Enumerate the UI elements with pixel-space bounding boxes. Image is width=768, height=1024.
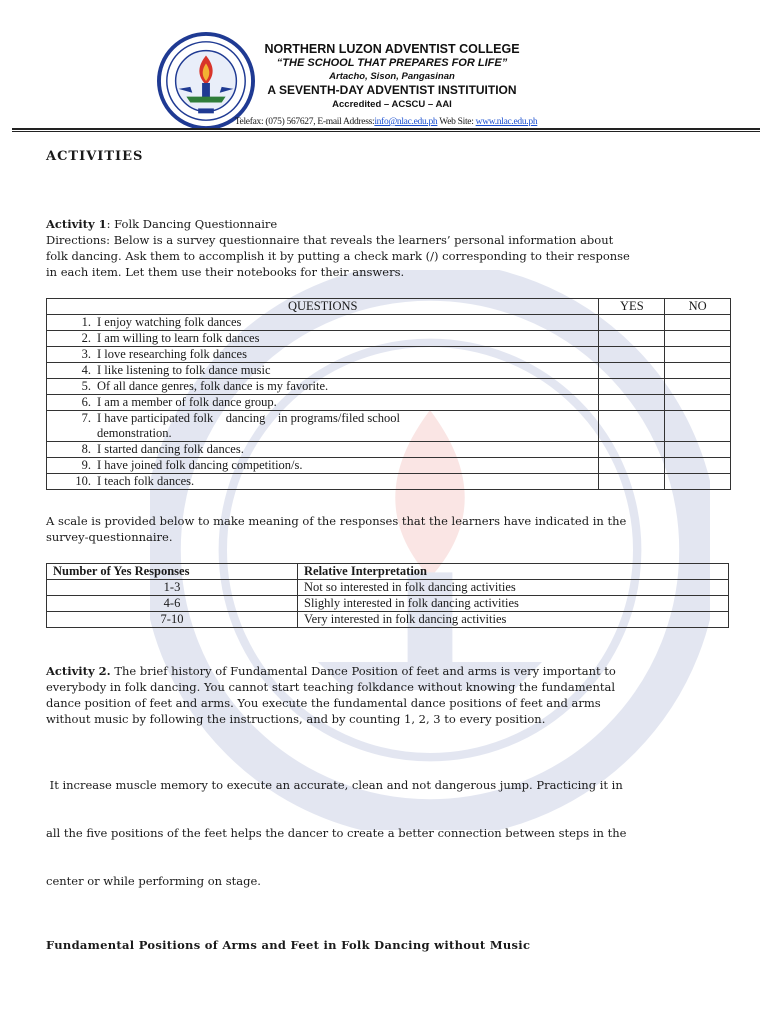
yes-cell[interactable] [599, 458, 665, 474]
no-cell[interactable] [665, 363, 731, 379]
interpretation: Very interested in folk dancing activities [298, 612, 729, 628]
activity2-first-line: The brief history of Fundamental Dance Position of feet and arms is very important to [110, 664, 616, 678]
question-number: 1. [81, 315, 91, 329]
question-text: I am willing to learn folk dances [97, 331, 260, 345]
college-motto: “THE SCHOOL THAT PREPARES FOR LIFE” [276, 57, 508, 69]
question-number: 2. [81, 331, 91, 345]
directions-line: Directions: Below is a survey questionnaire that reveals the learners’ personal information about [46, 233, 614, 247]
question-text: I am a member of folk dance group. [97, 395, 277, 409]
activity2-paragraph-2 [46, 745, 746, 905]
activity2-line: everybody in folk dancing. You cannot start teaching folkdance without knowing the fundamental [46, 680, 616, 694]
question-text: I love researching folk dances [97, 347, 247, 361]
table-row [47, 458, 731, 474]
question-text: I started dancing folk dances. [97, 442, 244, 456]
no-cell[interactable] [665, 474, 731, 490]
no-cell[interactable] [665, 411, 731, 442]
section-title: ACTIVITIES [46, 149, 144, 164]
header-yes: YES [599, 299, 665, 315]
interpretation: Slighly interested in folk dancing activities [298, 596, 729, 612]
question-text: I teach folk dances. [97, 474, 195, 488]
table-header-row [47, 299, 731, 315]
yes-cell[interactable] [599, 474, 665, 490]
institution-type: A SEVENTH-DAY ADVENTIST INSTITUITION [267, 83, 517, 97]
table-row [47, 379, 731, 395]
header-rule-thin [12, 131, 760, 132]
question-number: 6. [81, 395, 91, 409]
scale-intro-line: survey-questionnaire. [46, 530, 173, 544]
question-number: 8. [81, 442, 91, 456]
table-row [47, 596, 729, 612]
activity2-line: dance position of feet and arms. You execute the fundamental dance positions of feet and arms [46, 696, 601, 710]
question-number: 7. [81, 411, 91, 425]
yes-range: 1-3 [47, 580, 298, 596]
yes-cell[interactable] [599, 363, 665, 379]
no-cell[interactable] [665, 331, 731, 347]
activity1-directions [46, 232, 746, 280]
directions-line: folk dancing. Ask them to accomplish it by putting a check mark (/) corresponding to their response [46, 249, 630, 263]
fundamental-positions-heading: Fundamental Positions of Arms and Feet in Folk Dancing without Music [46, 938, 531, 952]
no-cell[interactable] [665, 379, 731, 395]
question-number: 5. [81, 379, 91, 393]
table-row [47, 331, 731, 347]
activity1-title: : Folk Dancing Questionnaire [106, 217, 278, 231]
activity2-line: without music by following the instructions, and by counting 1, 2, 3 to every position. [46, 712, 546, 726]
interpretation: Not so interested in folk dancing activities [298, 580, 729, 596]
table-row [47, 442, 731, 458]
question-text: I enjoy watching folk dances [97, 315, 242, 329]
question-text: I like listening to folk dance music [97, 363, 271, 377]
table-row [47, 411, 731, 442]
question-text: Of all dance genres, folk dance is my favorite. [97, 379, 329, 393]
yes-cell[interactable] [599, 395, 665, 411]
table-row [47, 395, 731, 411]
header-no: NO [665, 299, 731, 315]
no-cell[interactable] [665, 347, 731, 363]
accreditation: Accredited – ACSCU – AAI [332, 99, 452, 110]
activity2-label: Activity 2. [46, 664, 111, 678]
yes-cell[interactable] [599, 315, 665, 331]
college-name: NORTHERN LUZON ADVENTIST COLLEGE [264, 42, 520, 56]
activity1-label: Activity 1 [46, 217, 107, 231]
yes-cell[interactable] [599, 411, 665, 442]
table-row [47, 315, 731, 331]
question-number: 10. [75, 474, 91, 488]
website-link[interactable]: www.nlac.edu.ph [475, 117, 538, 127]
table-row [47, 612, 729, 628]
header-questions: QUESTIONS [47, 299, 599, 315]
no-cell[interactable] [665, 442, 731, 458]
header-interpretation: Relative Interpretation [298, 564, 729, 580]
no-cell[interactable] [665, 315, 731, 331]
no-cell[interactable] [665, 395, 731, 411]
yes-cell[interactable] [599, 347, 665, 363]
table-header-row [47, 564, 729, 580]
questionnaire-table [46, 298, 731, 490]
yes-cell[interactable] [599, 442, 665, 458]
table-row [47, 580, 729, 596]
scale-table [46, 563, 729, 628]
activity2-line: all the five positions of the feet helps the dancer to create a better connection between steps in the [46, 826, 627, 840]
question-number: 4. [81, 363, 91, 377]
activity1-heading [46, 216, 736, 232]
scale-intro-line: A scale is provided below to make meaning of the responses that the learners have indicated in the [46, 514, 627, 528]
header-yes-count: Number of Yes Responses [47, 564, 298, 580]
directions-line: in each item. Let them use their notebooks for their answers. [46, 265, 405, 279]
question-text-continued: demonstration. [97, 426, 172, 440]
yes-cell[interactable] [599, 331, 665, 347]
yes-range: 7-10 [47, 612, 298, 628]
yes-range: 4-6 [47, 596, 298, 612]
college-address: Artacho, Sison, Pangasinan [329, 71, 455, 82]
table-row [47, 474, 731, 490]
college-seal-logo [157, 32, 255, 130]
web-prefix: Web Site: [437, 117, 476, 127]
question-number: 9. [81, 458, 91, 472]
scale-intro [46, 513, 746, 545]
contact-line [12, 117, 760, 127]
question-text: I have joined folk dancing competition/s. [97, 458, 303, 472]
activity2-line: center or while performing on stage. [46, 874, 261, 888]
question-text: I have participated folk dancing in programs/filed school [97, 411, 401, 425]
yes-cell[interactable] [599, 379, 665, 395]
email-link[interactable]: info@nlac.edu.ph [374, 117, 438, 127]
header-rule [12, 128, 760, 130]
activity2-paragraph [46, 663, 746, 727]
table-row [47, 347, 731, 363]
table-row [47, 363, 731, 379]
question-number: 3. [81, 347, 91, 361]
letterhead [262, 42, 522, 111]
no-cell[interactable] [665, 458, 731, 474]
contact-prefix: Telefax: (075) 567627, E-mail Address: [234, 117, 375, 127]
activity2-line: It increase muscle memory to execute an accurate, clean and not dangerous jump. Practicing it in [46, 778, 623, 792]
